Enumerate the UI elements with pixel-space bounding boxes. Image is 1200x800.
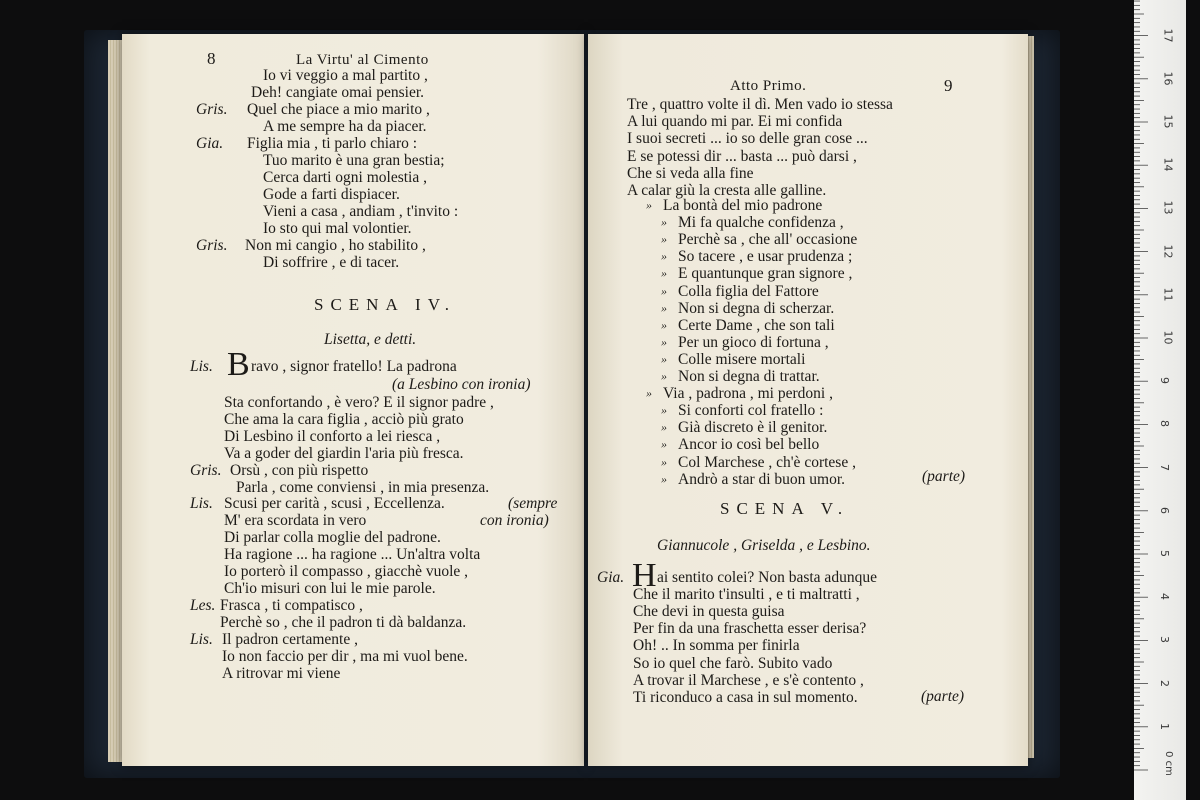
verse-line: So tacere , e usar prudenza ; — [678, 248, 853, 266]
verse-line: ai sentito colei? Non basta adunque — [657, 569, 877, 586]
ruler-number: 6 — [1158, 506, 1171, 514]
verse-line: Ti riconduco a casa in sul momento. — [633, 688, 858, 706]
verse-line: M' era scordata in vero — [224, 512, 367, 529]
ruler-number: 11 — [1161, 287, 1175, 302]
ruler-number: 13 — [1161, 200, 1175, 215]
left-running-title: La Virtu' al Cimento — [296, 52, 429, 68]
drop-cap: B — [227, 346, 250, 383]
ruler-number: 17 — [1161, 28, 1175, 43]
quote-mark: » — [661, 471, 667, 486]
verse-line: Quel che piace a mio marito , — [247, 101, 430, 118]
ruler-number: 7 — [1158, 463, 1171, 471]
speaker-label: Lis. — [190, 495, 213, 512]
ruler-number: 15 — [1161, 114, 1175, 129]
ruler-number: 10 — [1161, 330, 1175, 345]
verse-line: Io vi veggio a mal partito , — [263, 67, 428, 84]
quote-mark: » — [661, 334, 667, 349]
ruler-number: 14 — [1161, 157, 1175, 172]
verse-line: Di Lesbino il conforto a lei riesca , — [224, 428, 441, 445]
right-scene-characters: Giannucole , Griselda , e Lesbino. — [657, 537, 871, 554]
verse-line: Di soffrire , e di tacer. — [263, 254, 400, 271]
ruler-number: 16 — [1161, 71, 1175, 86]
quote-mark: » — [661, 351, 667, 366]
verse-line: Parla , come conviensi , in mia presenza. — [236, 479, 490, 496]
verse-line: ravo , signor fratello! La padrona — [251, 358, 457, 375]
quote-mark: » — [661, 420, 667, 435]
verse-line: Ancor io così bel bello — [678, 436, 820, 454]
ruler-number: 1 — [1158, 722, 1171, 730]
stage-direction-parte-2: (parte) — [921, 688, 965, 705]
quote-mark: » — [661, 249, 667, 264]
speaker-label: Gia. — [196, 135, 224, 152]
verse-line: So io quel che farò. Subito vado — [633, 654, 833, 672]
quote-mark: » — [661, 454, 667, 469]
verse-line: A trovar il Marchese , e s'è contento , — [633, 671, 864, 689]
verse-line: Gode a farti dispiacer. — [263, 186, 400, 203]
verse-line: Ha ragione ... ha ragione ... Un'altra volta — [224, 546, 481, 563]
verse-line: (sempre — [508, 495, 558, 512]
verse-line: Tre , quattro volte il dì. Men vado io stessa — [627, 96, 893, 113]
verse-line: Cerca darti ogni molestia , — [263, 169, 427, 186]
verse-line: Ch'io misuri con lui le mie parole. — [224, 580, 436, 597]
verse-line: Già discreto è il genitor. — [678, 419, 828, 437]
verse-line: Colle misere mortali — [678, 350, 806, 368]
quote-mark: » — [661, 403, 667, 418]
verse-line: Mi fa qualche confidenza , — [678, 214, 844, 232]
verse-line: Certe Dame , che son tali — [678, 316, 835, 334]
verse-line: Orsù , con più rispetto — [230, 462, 369, 479]
quote-mark: » — [646, 386, 652, 401]
left-scene-heading: SCENA IV. — [314, 295, 457, 314]
verse-line: A me sempre ha da piacer. — [263, 118, 427, 135]
stage-direction-parte-1: (parte) — [922, 468, 966, 485]
drop-cap: H — [632, 557, 657, 594]
verse-line: Va a goder del giardin l'aria più fresca. — [224, 445, 464, 462]
verse-line: Frasca , ti compatisco , — [220, 597, 363, 614]
quote-mark: » — [661, 215, 667, 230]
verse-line: Che il marito t'insulti , e ti maltratti , — [633, 586, 860, 604]
verse-line: Io porterò il compasso , giacchè vuole , — [224, 563, 469, 580]
speaker-label: Les. — [190, 597, 216, 614]
verse-line: Sta confortando , è vero? E il signor padre , — [224, 394, 494, 411]
speaker-label: Gris. — [190, 462, 222, 479]
quote-mark: » — [661, 283, 667, 298]
speaker-label: Lis. — [190, 631, 213, 648]
verse-line: Si conforti col fratello : — [678, 402, 824, 420]
verse-line: Vieni a casa , andiam , t'invito : — [263, 203, 459, 220]
verse-line: Non si degna di trattar. — [678, 368, 820, 385]
verse-line: Per fin da una fraschetta esser derisa? — [633, 620, 867, 638]
ruler-unit-label: 0 cm — [1162, 751, 1174, 776]
verse-line: I suoi secreti ... io so delle gran cose ... — [627, 130, 868, 148]
verse-line: Colla figlia del Fattore — [678, 282, 819, 300]
verse-line: A ritrovar mi viene — [222, 665, 341, 682]
quote-mark: » — [661, 437, 667, 452]
verse-line: Che devi in questa guisa — [633, 603, 785, 621]
verse-line: E quantunque gran signore , — [678, 265, 853, 283]
quote-mark: » — [661, 266, 667, 281]
verse-line: con ironia) — [480, 512, 549, 529]
verse-line: Deh! cangiate omai pensier. — [251, 84, 425, 101]
right-scene-heading: SCENA V. — [720, 499, 850, 518]
speaker-label: Lis. — [190, 358, 213, 375]
ruler-number: 5 — [1158, 550, 1171, 557]
quote-mark: » — [661, 300, 667, 315]
verse-line: Perchè sa , che all' occasione — [678, 231, 858, 249]
speaker-label: Gris. — [196, 237, 228, 254]
left-scene-characters: Lisetta, e detti. — [324, 331, 417, 348]
verse-line: (a Lesbino con ironia) — [392, 376, 531, 393]
speaker-label: Gris. — [196, 101, 228, 118]
ruler-number: 2 — [1158, 679, 1171, 687]
ruler-number: 3 — [1158, 636, 1171, 644]
verse-line: Io non faccio per dir , ma mi vuol bene. — [222, 648, 468, 665]
quote-mark: » — [646, 198, 652, 212]
ruler-number: 9 — [1158, 377, 1171, 385]
speaker-label: Gia. — [597, 569, 625, 586]
verse-line: Tuo marito è una gran bestia; — [263, 152, 445, 169]
verse-line: Andrò a star di buon umor. — [678, 470, 846, 488]
verse-line: Che si veda alla fine — [627, 164, 754, 182]
verse-line: Non mi cangio , ho stabilito , — [245, 237, 426, 254]
right-running-title: Atto Primo. — [730, 78, 807, 94]
verse-line: Di parlar colla moglie del padrone. — [224, 529, 441, 546]
verse-line: Oh! .. In somma per finirla — [633, 637, 800, 655]
left-page-number: 8 — [207, 49, 216, 68]
verse-line: Via , padrona , mi perdoni , — [663, 385, 833, 403]
verse-line: E se potessi dir ... basta ... può darsi , — [627, 147, 857, 165]
ruler-number: 8 — [1158, 420, 1171, 428]
ruler-number: 12 — [1161, 244, 1175, 259]
verse-line: Io sto qui mal volontier. — [263, 220, 412, 237]
verse-line: A lui quando mi par. Ei mi confida — [627, 113, 843, 131]
quote-mark: » — [661, 232, 667, 247]
quote-mark: » — [661, 369, 667, 383]
verse-line: Scusi per carità , scusi , Eccellenza. — [224, 495, 445, 512]
right-page-number: 9 — [944, 76, 953, 95]
verse-line: Perchè so , che il padron ti dà baldanza. — [220, 614, 467, 631]
verse-line: A calar giù la cresta alle galline. — [627, 182, 827, 199]
verse-line: Che ama la cara figlia , acciò più grato — [224, 411, 464, 428]
verse-line: Per un gioco di fortuna , — [678, 333, 829, 351]
verse-line: Col Marchese , ch'è cortese , — [678, 453, 856, 471]
verse-line: La bontà del mio padrone — [663, 197, 823, 214]
ruler-number: 4 — [1158, 593, 1171, 601]
verse-line: Figlia mia , ti parlo chiaro : — [247, 135, 418, 152]
verse-line: Il padron certamente , — [222, 631, 358, 648]
verse-line: Non si degna di scherzar. — [678, 299, 835, 317]
quote-mark: » — [661, 317, 667, 332]
